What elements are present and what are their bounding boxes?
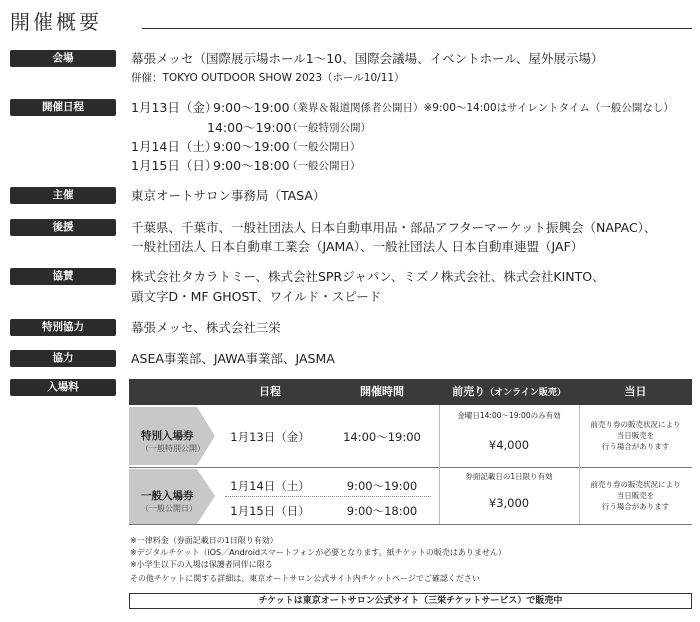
special-cooperation-label: 特別協力 (10, 319, 116, 336)
general-ticket-sub: （一般公開日） (141, 504, 197, 513)
footnote: ※デジタルチケット（iOS／Androidスマートフォンが必要となります。紙チケットの販売はありません） (130, 548, 506, 557)
table-row (129, 405, 692, 467)
row-separator (129, 467, 692, 468)
schedule-label: 開催日程 (10, 99, 116, 116)
sponsor-line-1: 株式会社タカラトミー、株式会社SPRジャパン、ミズノ株式会社、株式会社KINTO、 (131, 269, 605, 284)
header-time: 開催時間 (360, 385, 404, 398)
header-date: 日程 (259, 385, 281, 398)
page-header (10, 6, 692, 32)
schedule-time: 9:00〜19:00 (213, 100, 290, 115)
special-time: 14:00〜19:00 (343, 430, 421, 444)
general-advance-note: 券面記載日の1日限り有効 (465, 472, 553, 481)
schedule-note: （業界＆報道関係者公開日）※9:00〜14:00はサイレントタイム（一般公開なし） (287, 102, 674, 114)
row-divider (225, 496, 431, 497)
general-price: ¥3,000 (488, 496, 530, 510)
footnote: その他チケットに関する詳細は、東京オートサロン公式サイト内チケットページでご確認ください (130, 574, 480, 583)
special-cooperation-text: 幕張メッセ、株式会社三栄 (131, 320, 281, 335)
header-advance (439, 379, 579, 405)
support-label: 後援 (10, 219, 116, 236)
special-ticket-name: 特別入場券 (141, 430, 194, 442)
column-divider (439, 405, 440, 524)
support-line-1: 千葉県、千葉市、一般社団法人 日本自動車用品・部品アフターマーケット振興会（NAPAC）、 (131, 220, 657, 235)
general-ticket-name: 一般入場券 (141, 490, 194, 502)
special-advance-note: 金曜日14:00〜19:00のみ有効 (457, 411, 561, 420)
special-price: ¥4,000 (488, 438, 530, 452)
general-date-2: 1月15日（日） (230, 504, 310, 518)
venue-line-2: 併催：TOKYO OUTDOOR SHOW 2023（ホール10/11） (131, 72, 405, 84)
cooperation-label: 協力 (10, 350, 116, 367)
schedule-date: 1月13日（金） (131, 100, 218, 115)
cooperation-text: ASEA事業部、JAWA事業部、JASMA (131, 351, 335, 366)
sales-notice-box: チケットは東京オートサロン公式サイト（三栄チケットサービス）で販売中 (129, 593, 692, 609)
admission-label: 入場料 (10, 379, 116, 396)
special-ticket-sub: （一般特別公開） (141, 444, 205, 453)
support-line-2: 一般社団法人 日本自動車工業会（JAMA）、一般社団法人 日本自動車連盟（JAF） (131, 239, 584, 254)
footnote: ※小学生以下の入場は保護者同伴に限る (130, 560, 273, 569)
table-header (129, 379, 692, 405)
special-door-note (579, 419, 692, 452)
special-date: 1月13日（金） (230, 430, 310, 444)
schedule-time: 14:00〜19:00 (207, 120, 292, 135)
header-advance-sub: （オンライン販売） (485, 388, 566, 398)
sponsor-label: 協賛 (10, 268, 116, 285)
door-note-line: 前売り券の販売状況により (590, 480, 681, 489)
table-row (129, 468, 692, 525)
general-time-1: 9:00〜19:00 (346, 479, 418, 493)
general-time-2: 9:00〜18:00 (346, 504, 418, 518)
table-bottom-line (129, 524, 692, 525)
venue-line-1: 幕張メッセ（国際展示場ホール1〜10、国際会議場、イベントホール、屋外展示場） (131, 51, 604, 66)
schedule-note: （一般公開日） (287, 141, 361, 153)
door-note-line: 前売り券の販売状況により (590, 420, 681, 429)
door-note-line: 行う場合があります (601, 442, 670, 451)
column-divider (579, 405, 580, 524)
page-title: 開催概要 (10, 10, 102, 34)
ticket-table (129, 379, 692, 525)
title-rule (142, 28, 692, 29)
general-date-1: 1月14日（土） (230, 479, 310, 493)
schedule-date: 1月14日（土） (131, 139, 218, 154)
header-advance-label: 前売り (452, 385, 486, 398)
venue-label: 会場 (10, 50, 116, 67)
schedule-date: 1月15日（日） (131, 158, 218, 173)
sponsor-line-2: 頭文字D・MF GHOST、ワイルド・スピード (131, 289, 382, 304)
general-door-note (579, 479, 692, 512)
schedule-note: （一般公開日） (287, 160, 361, 172)
organizer-label: 主催 (10, 187, 116, 204)
schedule-note: （一般特別公開） (287, 122, 371, 134)
organizer-text: 東京オートサロン事務局（TASA） (131, 188, 326, 203)
header-door: 当日 (624, 385, 647, 398)
footnote: ※一律料金（券面記載日の1日限り有効） (130, 536, 278, 545)
schedule-time: 9:00〜18:00 (213, 158, 290, 173)
schedule-time: 9:00〜19:00 (213, 139, 290, 154)
door-note-line: 当日販売を (616, 491, 655, 500)
door-note-line: 行う場合があります (601, 502, 670, 511)
door-note-line: 当日販売を (616, 431, 655, 440)
